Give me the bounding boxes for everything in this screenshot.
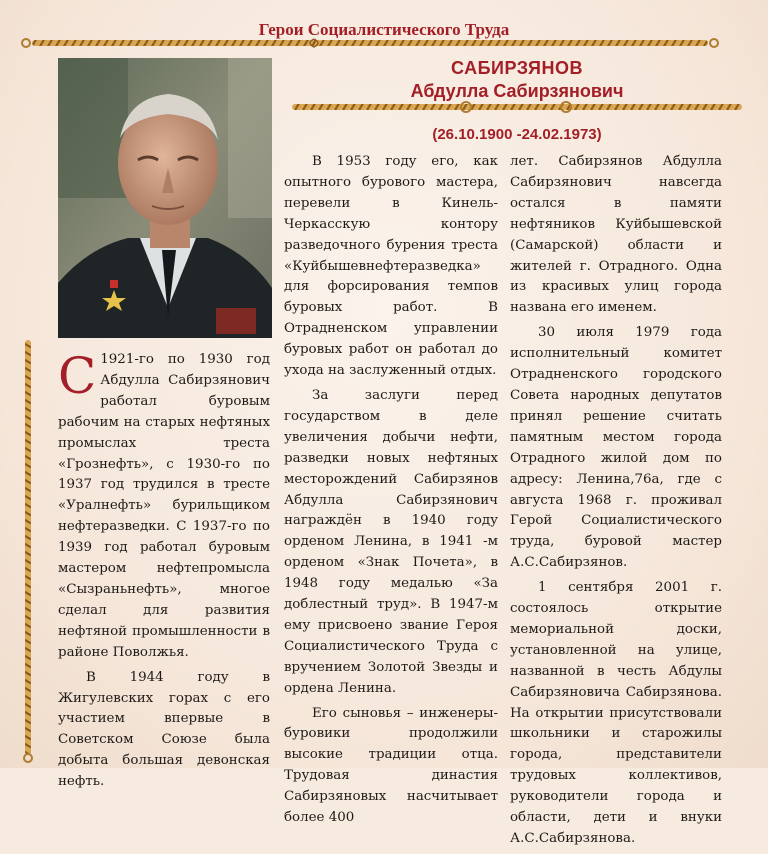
- page-header-title: Герои Социалистического Труда: [258, 20, 510, 39]
- person-surname: САБИРЗЯНОВ: [451, 58, 583, 78]
- person-name-block: [286, 58, 748, 102]
- person-life-dates: (26.10.1900 -24.02.1973): [432, 126, 602, 143]
- person-given-names: Абдулла Сабирзянович: [410, 81, 624, 101]
- decorative-rope-top: [14, 36, 726, 50]
- paragraph: 1 сентября 2001 г. состоялось открытие мемориальной доски, установленной на улице, названной в честь Абдулы Сабирзяновича Сабирзянова. На открытии присутствовали школьники и старожилы города, представители трудовых коллективов, руководители города и области, дети и внуки А.С.Сабирзянова.: [510, 580, 722, 846]
- portrait-photo: [58, 58, 272, 338]
- text-column-1: [58, 347, 270, 797]
- paragraph-text: 1921-го по 1930 год Абдулла Сабирзянович работал буровым рабочим на старых нефтяных промыслах треста «Грознефть», с 1930-го по 1937 год трудился в тресте «Уралнефть» бурильщиком нефтеразведки. С 1937-го по 1939 год работал буровым мастером нефтепромысла «Сызраньнефть», многое сделал для развития нефтяной промышленности в районе Поволжья.: [58, 352, 270, 660]
- paragraph: Его сыновья – инженеры-буровики продолжили высокие традиции отца. Трудовая династия Сабирзяновых насчитывает более 400: [284, 705, 498, 826]
- text-column-2: [284, 152, 498, 833]
- paragraph: За заслуги перед государством в деле увеличения добычи нефти, разведки новых нефтяных месторождений Сабирзянов Абдулла Сабирзянович награждён в 1940 году орденом Ленина, в 1941 -м орденом «Знак Почета», в 1948 году медалью «За доблестный труд». В 1947-м ему присвоено звание Героя Социалистического Труда с вручением Золотой Звезды и ордена Ленина.: [284, 387, 498, 696]
- drop-cap-letter: С: [58, 347, 97, 405]
- paragraph: 30 июля 1979 года исполнительный комитет Отрадненского городского Совета народных депутатов принял решение считать памятным местом города Отрадного жилой дом по адресу: Ленина,76а, где с августа 1968 г. проживал Герой Социалистического труда, буровой мастер А.С.Сабирзянов.: [510, 325, 722, 571]
- text-column-3: [510, 152, 722, 854]
- paragraph: В 1953 году его, как опытного бурового мастера, перевели в Кинель-Черкасскую контору разведочного бурения треста «Куйбышевнефтеразведка» для форсирования темпов буровых работ. В Отрадненском управлении буровых работ он работал до ухода на заслуженный отдых.: [284, 154, 498, 379]
- decorative-rope-left: [18, 340, 38, 765]
- paragraph: [58, 347, 270, 664]
- paragraph: В 1944 году в Жигулевских горах с его участием впервые в Советском Союзе была добыта большая девонская нефть.: [58, 669, 270, 790]
- paragraph: лет. Сабирзянов Абдулла Сабирзянович навсегда остался в памяти нефтяников Куйбышевской (Самарской) области и жителей г. Отрадного. Одна из красивых улиц города названа его именем.: [510, 154, 722, 316]
